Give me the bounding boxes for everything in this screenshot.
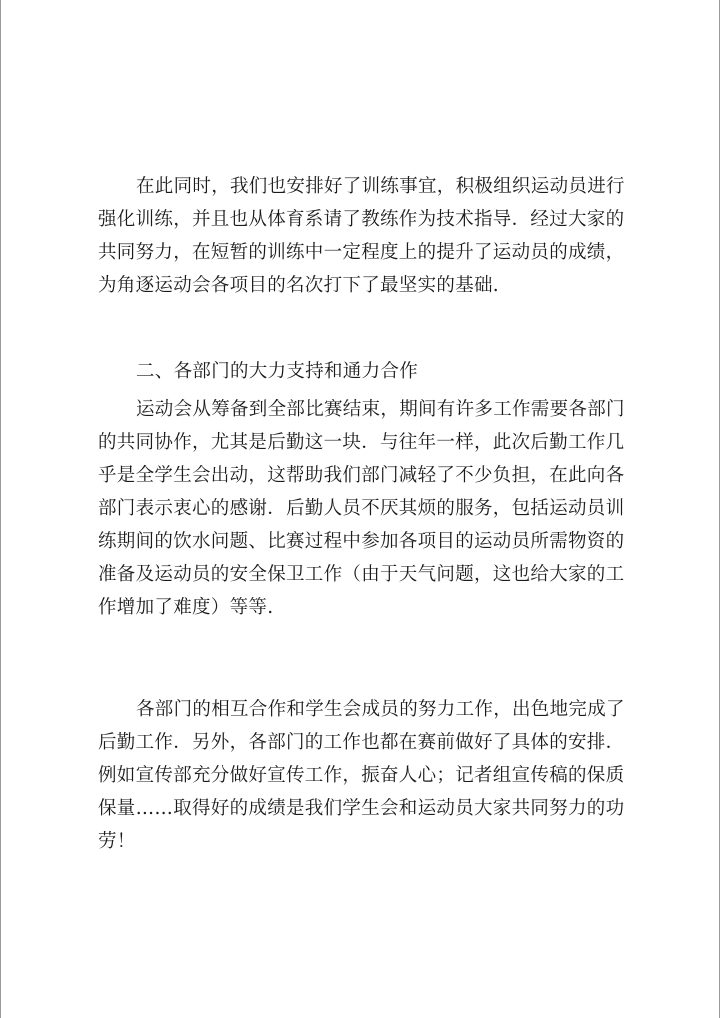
paragraph-cooperation <box>98 393 626 624</box>
paragraph-line: 共同努力，在短暂的训练中一定程度上的提升了运动员的成绩， <box>98 242 625 263</box>
paragraph-line: 运动会从筹备到全部比赛结束，期间有许多工作需要各部门 <box>136 399 625 420</box>
section-heading: 二、各部门的大力支持和通力合作 <box>136 361 419 382</box>
paragraph-line: 后勤工作．另外，各部门的工作也都在赛前做好了具体的安排． <box>98 732 625 753</box>
paragraph-line: 强化训练，并且也从体育系请了教练作为技术指导．经过大家的 <box>98 209 625 230</box>
paragraph-line: 为角逐运动会各项目的名次打下了最坚实的基础. <box>98 275 499 296</box>
paragraph-line: 在此同时，我们也安排好了训练事宜，积极组织运动员进行 <box>136 176 625 197</box>
paragraph-line: 部门表示衷心的感谢．后勤人员不厌其烦的服务，包括运动员训 <box>98 498 625 519</box>
paragraph-line: 例如宣传部充分做好宣传工作，振奋人心；记者组宣传稿的保质 <box>98 765 625 786</box>
paragraph-line: 准备及运动员的安全保卫工作（由于天气问题，这也给大家的工 <box>98 564 625 585</box>
paragraph-training <box>98 170 626 302</box>
paragraph-line: 乎是全学生会出动，这帮助我们部门减轻了不少负担，在此向各 <box>98 465 625 486</box>
paragraph-line: 保量……取得好的成绩是我们学生会和运动员大家共同努力的功 <box>98 798 625 819</box>
paragraph-line: 的共同协作，尤其是后勤这一块．与往年一样，此次后勤工作几 <box>98 432 625 453</box>
section-heading-block <box>98 355 626 388</box>
paragraph-line: 劳！ <box>98 831 136 852</box>
paragraph-line: 各部门的相互合作和学生会成员的努力工作，出色地完成了 <box>136 699 625 720</box>
paragraph-teamwork <box>98 693 626 858</box>
paragraph-line: 作增加了难度）等等. <box>98 597 274 618</box>
paragraph-line: 练期间的饮水问题、比赛过程中参加各项目的运动员所需物资的 <box>98 531 625 552</box>
